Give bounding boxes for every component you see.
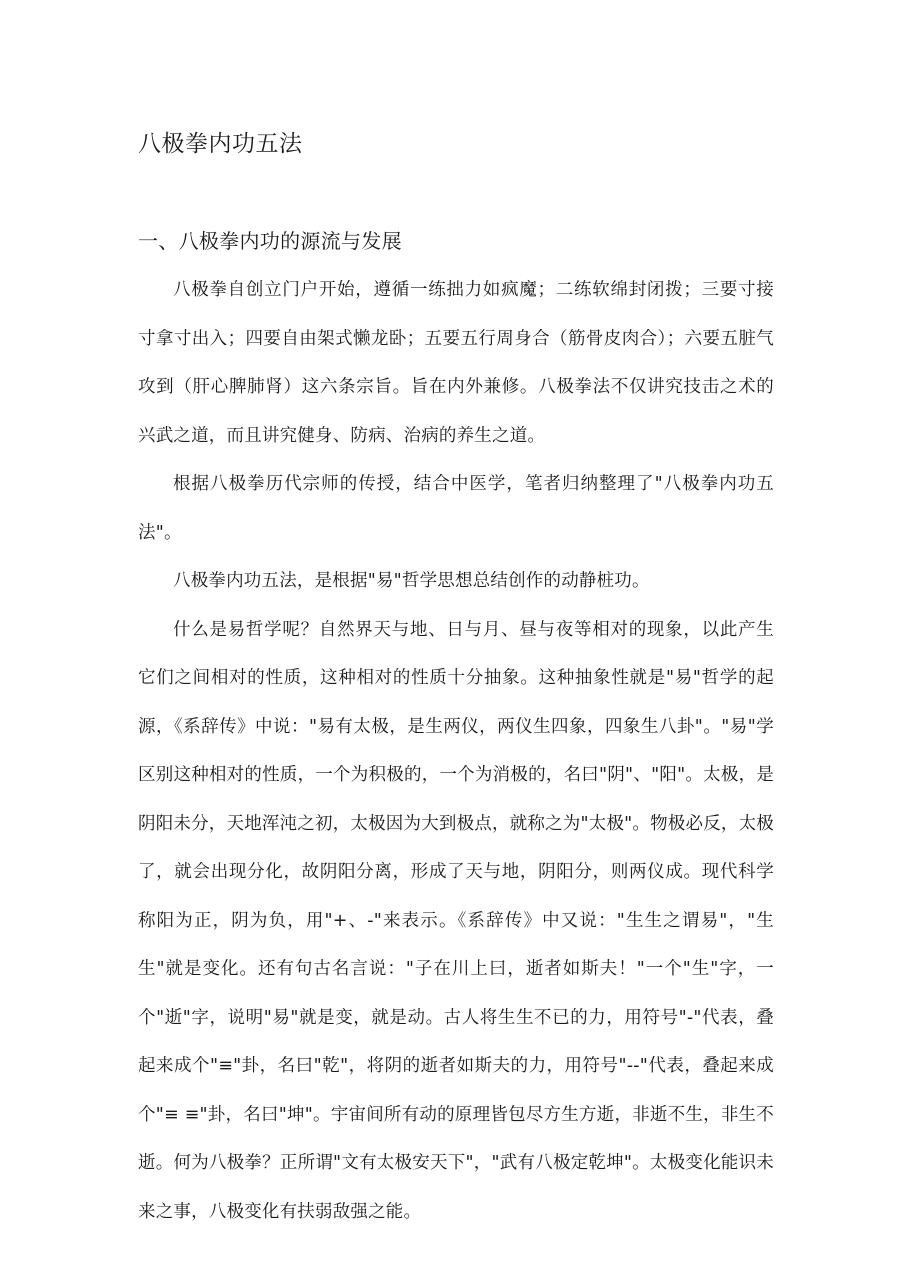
paragraph-4: 什么是易哲学呢？自然界天与地、日与月、昼与夜等相对的现象，以此产生它们之间相对的性质，这种相对的性质十分抽象。这种抽象性就是"易"哲学的起源，《系辞传》中说："易有太极，是生两仪，两仪生四象，四象生八卦"。"易"学区别这种相对的性质，一个为积极的，一个为消极的，名曰"阴"、"阳"。太极，是阴阳未分，天地浑沌之初，太极因为大到极点，就称之为"太极"。物极必反，太极了，就会出现分化，故阴阳分离，形成了天与地，阴阳分，则两仪成。现代科学称阳为正，阴为负，用"+、-"来表示。《系辞传》中又说："生生之谓易"，"生生"就是变化。还有句古名言说："子在川上曰，逝者如斯夫！"一个"生"字，一个"逝"字，说明"易"就是变，就是动。古人将生生不已的力，用符号"-"代表，叠起来成个"≡"卦，名曰"乾"，将阴的逝者如斯夫的力，用符号"--"代表，叠起来成个"≡ ≡"卦，名曰"坤"。宇宙间所有动的原理皆包尽方生方逝，非逝不生，非生不逝。何为八极拳？正所谓"文有太极安天下"，"武有八极定乾坤"。太极变化能识未来之事，八极变化有扶弱敌强之能。: [138, 619, 774, 1222]
section-heading: 一、八极拳内功的源流与发展: [138, 229, 402, 253]
document-title: 八极拳内功五法: [138, 131, 303, 157]
document-body: [138, 266, 774, 1236]
paragraph-1: 八极拳自创立门户开始，遵循一练拙力如疯魔；二练软绵封闭拨；三要寸接寸拿寸出入；四要自由架式懒龙卧；五要五行周身合（筋骨皮肉合）；六要五脏气攻到（肝心脾肺肾）这六条宗旨。旨在内外兼修。八极拳法不仅讲究技击之术的兴武之道，而且讲究健身、防病、治病的养生之道。: [138, 280, 774, 446]
paragraph-3: 八极拳内功五法，是根据"易"哲学思想总结创作的动静桩功。: [173, 571, 650, 591]
paragraph-2: 根据八极拳历代宗师的传授，结合中医学，笔者归纳整理了"八极拳内功五法"。: [138, 474, 774, 543]
